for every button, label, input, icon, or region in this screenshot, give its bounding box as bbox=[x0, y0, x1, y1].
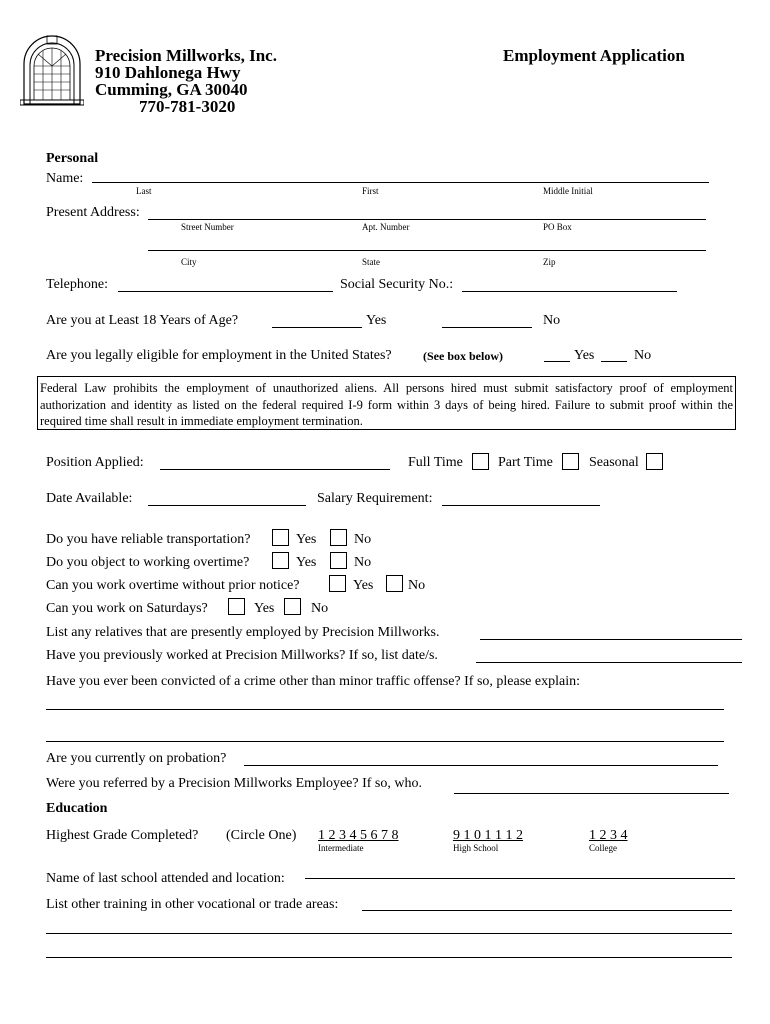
part-time-label: Part Time bbox=[498, 455, 553, 470]
telephone-label: Telephone: bbox=[46, 277, 108, 292]
company-logo bbox=[20, 34, 84, 106]
name-field[interactable] bbox=[92, 182, 709, 183]
relatives-question: List any relatives that are presently employed by Precision Millworks. bbox=[46, 625, 440, 640]
last-name-caption: Last bbox=[136, 186, 152, 196]
salary-label: Salary Requirement: bbox=[317, 491, 433, 506]
age-yes-label: Yes bbox=[366, 313, 387, 328]
grade-intermediate-options[interactable]: 1 2 3 4 5 6 7 8 bbox=[318, 828, 399, 843]
other-training-label: List other training in other vocational or trade areas: bbox=[46, 897, 339, 912]
full-time-label: Full Time bbox=[408, 455, 463, 470]
position-label: Position Applied: bbox=[46, 455, 144, 470]
transport-no-label: No bbox=[354, 532, 372, 547]
saturdays-yes-label: Yes bbox=[254, 601, 275, 616]
saturdays-no-checkbox[interactable] bbox=[284, 598, 301, 615]
overtime-no-label: No bbox=[354, 555, 372, 570]
crime-explanation-line-1[interactable] bbox=[46, 709, 724, 710]
saturdays-question: Can you work on Saturdays? bbox=[46, 601, 208, 616]
overtime-notice-question: Can you work overtime without prior notice? bbox=[46, 578, 300, 593]
transport-yes-label: Yes bbox=[296, 532, 317, 547]
section-education: Education bbox=[46, 801, 108, 816]
overtime-notice-yes-label: Yes bbox=[353, 578, 374, 593]
highschool-caption: High School bbox=[453, 843, 499, 853]
first-name-caption: First bbox=[362, 186, 379, 196]
transport-no-checkbox[interactable] bbox=[330, 529, 347, 546]
other-training-line-2[interactable] bbox=[46, 933, 732, 934]
other-training-field[interactable] bbox=[362, 910, 732, 911]
company-address-line2: Cumming, GA 30040 bbox=[95, 80, 248, 99]
position-field[interactable] bbox=[160, 469, 390, 470]
last-school-field[interactable] bbox=[305, 878, 735, 879]
see-box-note: (See box below) bbox=[423, 349, 503, 363]
other-training-line-3[interactable] bbox=[46, 957, 732, 958]
grade-college-options[interactable]: 1 2 3 4 bbox=[589, 828, 628, 843]
apt-caption: Apt. Number bbox=[362, 222, 410, 232]
full-time-checkbox[interactable] bbox=[472, 453, 489, 470]
ssn-label: Social Security No.: bbox=[340, 277, 454, 292]
part-time-checkbox[interactable] bbox=[562, 453, 579, 470]
date-available-field[interactable] bbox=[148, 505, 306, 506]
age-question: Are you at Least 18 Years of Age? bbox=[46, 313, 239, 328]
salary-field[interactable] bbox=[442, 505, 600, 506]
overtime-yes-checkbox[interactable] bbox=[272, 552, 289, 569]
overtime-notice-yes-checkbox[interactable] bbox=[329, 575, 346, 592]
city-caption: City bbox=[181, 257, 197, 267]
address-label: Present Address: bbox=[46, 205, 140, 220]
relatives-field[interactable] bbox=[480, 639, 742, 640]
crime-question: Have you ever been convicted of a crime other than minor traffic offense? If so, please explain: bbox=[46, 674, 580, 689]
zip-caption: Zip bbox=[543, 257, 556, 267]
federal-law-notice: Federal Law prohibits the employment of unauthorized aliens. All persons hired must submit satisfactory proof of employment authorization and identity as listed on the federal required I-9 form within 3 days of being hired. Failure to submit proof within the required time shall result in immediate employment termination. bbox=[37, 376, 736, 430]
state-caption: State bbox=[362, 257, 380, 267]
form-title: Employment Application bbox=[503, 46, 685, 65]
overtime-yes-label: Yes bbox=[296, 555, 317, 570]
name-label: Name: bbox=[46, 171, 84, 186]
eligible-yes-label: Yes bbox=[574, 348, 595, 363]
age-yes-blank[interactable] bbox=[272, 327, 362, 328]
overtime-notice-no-label: No bbox=[408, 578, 426, 593]
telephone-field[interactable] bbox=[118, 291, 333, 292]
age-no-blank[interactable] bbox=[442, 327, 532, 328]
grade-highschool-options[interactable]: 9 1 0 1 1 1 2 bbox=[453, 828, 523, 843]
eligible-no-label: No bbox=[634, 348, 652, 363]
street-address-field[interactable] bbox=[148, 219, 706, 220]
previous-employment-field[interactable] bbox=[476, 662, 742, 663]
company-phone: 770-781-3020 bbox=[139, 97, 236, 116]
eligible-yes-blank[interactable] bbox=[544, 361, 570, 362]
section-personal: Personal bbox=[46, 151, 99, 166]
transport-yes-checkbox[interactable] bbox=[272, 529, 289, 546]
seasonal-checkbox[interactable] bbox=[646, 453, 663, 470]
eligibility-question: Are you legally eligible for employment in the United States? bbox=[46, 348, 392, 363]
overtime-no-checkbox[interactable] bbox=[330, 552, 347, 569]
city-state-zip-field[interactable] bbox=[148, 250, 706, 251]
street-caption: Street Number bbox=[181, 222, 234, 232]
seasonal-label: Seasonal bbox=[589, 455, 639, 470]
probation-question: Are you currently on probation? bbox=[46, 751, 227, 766]
previous-employment-question: Have you previously worked at Precision Millworks? If so, list date/s. bbox=[46, 648, 438, 663]
intermediate-caption: Intermediate bbox=[318, 843, 364, 853]
transport-question: Do you have reliable transportation? bbox=[46, 532, 251, 547]
referral-question: Were you referred by a Precision Millworks Employee? If so, who. bbox=[46, 776, 422, 791]
middle-initial-caption: Middle Initial bbox=[543, 186, 593, 196]
circle-one-note: (Circle One) bbox=[226, 828, 297, 843]
company-name: Precision Millworks, Inc. bbox=[95, 46, 277, 65]
saturdays-no-label: No bbox=[311, 601, 329, 616]
last-school-label: Name of last school attended and location: bbox=[46, 871, 285, 886]
grade-question: Highest Grade Completed? bbox=[46, 828, 199, 843]
eligible-no-blank[interactable] bbox=[601, 361, 627, 362]
referral-field[interactable] bbox=[454, 793, 729, 794]
overtime-question: Do you object to working overtime? bbox=[46, 555, 250, 570]
overtime-notice-no-checkbox[interactable] bbox=[386, 575, 403, 592]
college-caption: College bbox=[589, 843, 617, 853]
crime-explanation-line-2[interactable] bbox=[46, 741, 724, 742]
ssn-field[interactable] bbox=[462, 291, 677, 292]
probation-field[interactable] bbox=[244, 765, 718, 766]
company-address-line1: 910 Dahlonega Hwy bbox=[95, 63, 241, 82]
date-available-label: Date Available: bbox=[46, 491, 133, 506]
pobox-caption: PO Box bbox=[543, 222, 572, 232]
age-no-label: No bbox=[543, 313, 561, 328]
saturdays-yes-checkbox[interactable] bbox=[228, 598, 245, 615]
